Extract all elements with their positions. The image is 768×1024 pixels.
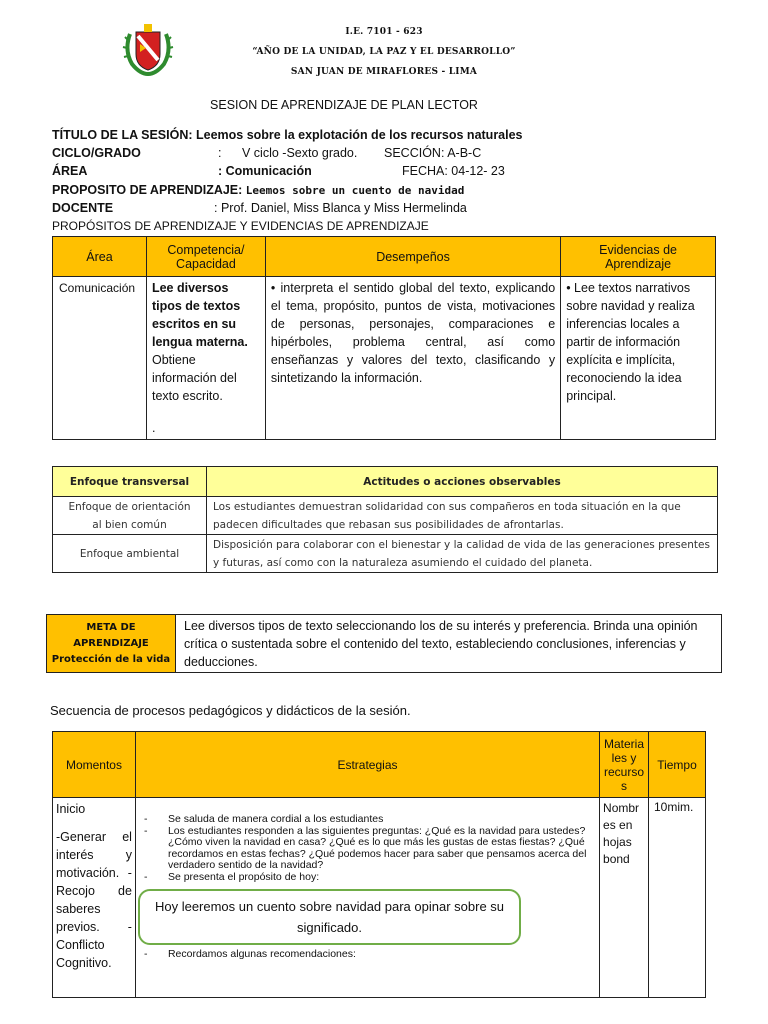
cell-area: Comunicación [53, 277, 147, 440]
estrategias-list [144, 814, 591, 883]
header-tiempo: Tiempo [649, 732, 706, 798]
titulo-value: Leemos sobre la explotación de los recursos naturales [196, 128, 523, 142]
header-desempenos: Desempeños [265, 237, 560, 277]
meta-label-1: META DE [86, 621, 136, 633]
area-value: : Comunicación [218, 164, 312, 178]
momento-desc: -Generar el interés y motivación. -Recojo de saberes previos. -Conflicto Cognitivo. [56, 830, 132, 970]
tiempo-cell: 10mim. [649, 798, 706, 998]
meta-label-3: Protección de la vida [51, 653, 171, 665]
cell-evidencia: • Lee textos narrativos sobre navidad y realiza inferencias locales a partir de información explícita e implícita, reconociendo la idea principal. [561, 277, 716, 440]
proposito-row [52, 183, 464, 197]
list-item: - Se saluda de manera cordial a los estudiantes [144, 814, 591, 826]
header-estrategias: Estrategias [135, 732, 599, 798]
meta-label-2: APRENDIZAJE [73, 637, 149, 649]
header-evidencias: Evidencias de Aprendizaje [561, 237, 716, 277]
materiales-cell: Nombr es en hojas bond [600, 798, 649, 998]
proposito-label: PROPOSITO DE APRENDIZAJE: [52, 183, 243, 197]
list-item: - Se presenta el propósito de hoy: [144, 872, 591, 884]
meta-label-cell [47, 615, 176, 673]
enfoques-table [52, 466, 718, 573]
titulo-row [52, 128, 523, 142]
header-area: Área [53, 237, 147, 277]
meta-text: Lee diversos tipos de texto seleccionando los de su interés y preferencia. Brinda una opinión crítica o sustentada sobre el contenido del texto, estableciendo conclusiones, inferencias y deducciones. [176, 615, 722, 673]
seccion-value: SECCIÓN: A-B-C [384, 146, 482, 160]
momento-title: Inicio [56, 802, 86, 816]
actitud-cell: Disposición para colaborar con el bienestar y la calidad de vida de las generaciones presentes y futuras, así como con la naturaleza asumiendo el cuidado del planeta. [207, 535, 718, 573]
table-row [53, 497, 718, 535]
fecha-value: FECHA: 04-12- 23 [402, 164, 505, 178]
header-momentos: Momentos [53, 732, 136, 798]
enfoque-cell: Enfoque ambiental [53, 535, 207, 573]
header-competencia: Competencia/ Capacidad [146, 237, 265, 277]
titulo-label: TÍTULO DE LA SESIÓN: [52, 128, 193, 142]
ciclo-colon: : [218, 146, 222, 160]
cell-dot: . [151, 421, 156, 435]
header-line-3: SAN JUAN DE MIRAFLORES - LIMA [290, 67, 478, 77]
header-enfoque: Enfoque transversal [53, 467, 207, 497]
docente-label: DOCENTE [52, 201, 114, 215]
ciclo-value: V ciclo -Sexto grado. [242, 146, 358, 160]
header-actitudes: Actitudes o acciones observables [207, 467, 718, 497]
secuencia-heading: Secuencia de procesos pedagógicos y didácticos de la sesión. [50, 703, 411, 718]
capacidad-text: Obtiene información del texto escrito. [151, 353, 237, 403]
actitud-cell: Los estudiantes demuestran solidaridad con sus compañeros en toda situación en la que padecen dificultades que rebasan sus posibilidades de afrontarlas. [207, 497, 718, 535]
enfoque-cell: Enfoque de orientación al bien común [53, 497, 207, 535]
header-line-2: “AÑO DE LA UNIDAD, LA PAZ Y EL DESARROLLO” [252, 47, 516, 57]
ciclo-label: CICLO/GRADO [52, 146, 141, 160]
propositos-heading: PROPÓSITOS DE APRENDIZAJE Y EVIDENCIAS DE APRENDIZAJE [52, 219, 429, 233]
header-line-1: I.E. 7101 - 623 [345, 27, 423, 37]
secuencia-table [52, 731, 706, 998]
proposito-bubble: Hoy leeremos un cuento sobre navidad para opinar sobre su significado. [138, 889, 521, 945]
competencias-table [52, 236, 716, 440]
page-title: SESION DE APRENDIZAJE DE PLAN LECTOR [210, 98, 478, 112]
table-row [53, 535, 718, 573]
cell-desempeno: • interpreta el sentido global del texto, explicando el tema, propósito, puntos de vista, motivaciones de personas, personajes, comparaciones e hipérboles, problema central, así como enseñanzas y valores del texto, clasificando y sintetizando la información. [265, 277, 560, 440]
cell-competencia [146, 277, 265, 440]
meta-table [46, 614, 722, 673]
area-label: ÁREA [52, 164, 88, 178]
list-item: - Recordamos algunas recomendaciones: [144, 949, 591, 961]
competencia-text: Lee diversos tipos de textos escritos en su lengua materna. [151, 281, 248, 349]
estrategias-list-2 [144, 949, 591, 961]
estrategias-cell [135, 798, 599, 998]
header-materiales: Materia les y recurso s [600, 732, 649, 798]
proposito-value: Leemos sobre un cuento de navidad [245, 184, 465, 197]
docente-value: : Prof. Daniel, Miss Blanca y Miss Hermelinda [214, 201, 467, 215]
list-item: - Los estudiantes responden a las siguientes preguntas: ¿Qué es la navidad para ustedes? ¿Cómo viven la navidad en casa? ¿Qué es lo que más les gustas de estas fiestas? ¿Qué recordamos en estas fechas? ¿Qué podemos hacer para saber que pensamos acerca del verdadero sentido de la navidad? [144, 826, 591, 872]
momento-cell [53, 798, 136, 998]
